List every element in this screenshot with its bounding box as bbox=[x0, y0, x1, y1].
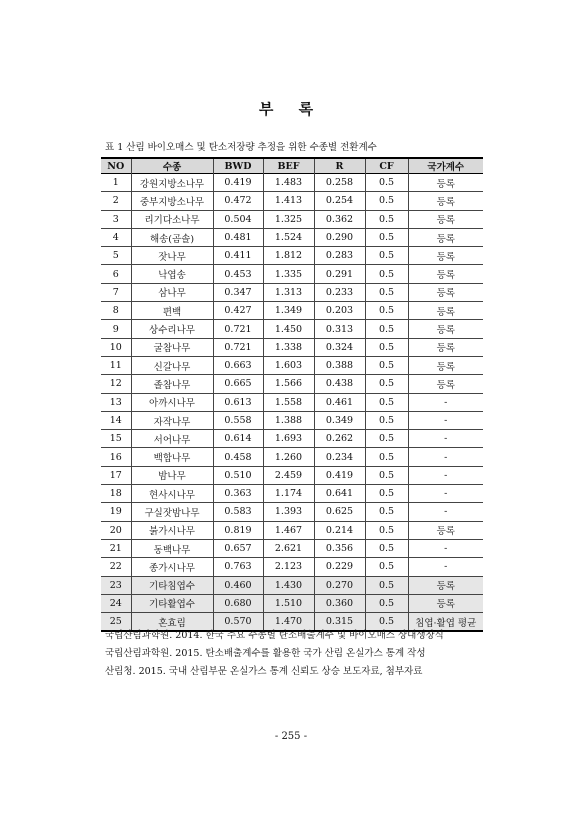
cell-no: 3 bbox=[112, 213, 119, 225]
cell-national-factor: - bbox=[408, 448, 483, 466]
cell-cf: 0.5 bbox=[365, 503, 408, 521]
cell-bwd: 0.460 bbox=[213, 576, 263, 594]
cell-bwd: 0.614 bbox=[213, 430, 263, 448]
cell-bwd: 0.363 bbox=[213, 485, 263, 503]
source-line: 국립산림과학원. 2014. 한국 주요 수종별 탄소배출계수 및 바이오매스 상대생장식 bbox=[105, 630, 444, 641]
cell-cf: 0.5 bbox=[365, 448, 408, 466]
source-line: 국립산림과학원. 2015. 탄소배출계수를 활용한 국가 산림 온실가스 통계 작성 bbox=[105, 648, 426, 659]
cell-bef: 1.510 bbox=[263, 594, 314, 612]
cell-no: 17 bbox=[109, 469, 122, 481]
cell-no: 13 bbox=[109, 396, 122, 408]
cell-r: 0.254 bbox=[314, 192, 365, 210]
cell-species: 기타활엽수 bbox=[131, 594, 213, 612]
cell-cf: 0.5 bbox=[365, 411, 408, 429]
table-row bbox=[101, 466, 483, 484]
source-line: 산림청. 2015. 국내 산림부문 온실가스 통계 신뢰도 상승 보도자료, 첨부자료 bbox=[105, 666, 423, 677]
cell-species: 붉가시나무 bbox=[131, 521, 213, 539]
cell-national-factor: 등록 bbox=[408, 320, 483, 338]
cell-bef: 1.388 bbox=[263, 411, 314, 429]
header-bef: BEF bbox=[263, 158, 314, 174]
cell-bwd: 0.510 bbox=[213, 466, 263, 484]
cell-species: 삼나무 bbox=[131, 283, 213, 301]
cell-national-factor: - bbox=[408, 430, 483, 448]
cell-national-factor: 등록 bbox=[408, 192, 483, 210]
table-row bbox=[101, 228, 483, 246]
cell-bwd: 0.583 bbox=[213, 503, 263, 521]
table-row bbox=[101, 558, 483, 576]
cell-no: 23 bbox=[109, 579, 122, 591]
cell-national-factor: 등록 bbox=[408, 174, 483, 192]
cell-bef: 1.450 bbox=[263, 320, 314, 338]
cell-bwd: 0.819 bbox=[213, 521, 263, 539]
cell-bef: 1.470 bbox=[263, 613, 314, 632]
cell-cf: 0.5 bbox=[365, 613, 408, 632]
cell-r: 0.641 bbox=[314, 485, 365, 503]
cell-national-factor: 등록 bbox=[408, 576, 483, 594]
cell-r: 0.388 bbox=[314, 356, 365, 374]
cell-species: 강원지방소나무 bbox=[131, 174, 213, 192]
cell-no: 5 bbox=[112, 250, 119, 262]
table-row bbox=[101, 411, 483, 429]
cell-species: 리기다소나무 bbox=[131, 210, 213, 228]
cell-r: 0.461 bbox=[314, 393, 365, 411]
cell-cf: 0.5 bbox=[365, 539, 408, 557]
table-row bbox=[101, 503, 483, 521]
table-row bbox=[101, 430, 483, 448]
cell-no: 18 bbox=[109, 488, 122, 500]
cell-cf: 0.5 bbox=[365, 320, 408, 338]
cell-r: 0.324 bbox=[314, 338, 365, 356]
cell-species: 밤나무 bbox=[131, 466, 213, 484]
cell-bef: 1.524 bbox=[263, 228, 314, 246]
header-cf: CF bbox=[365, 158, 408, 174]
cell-national-factor: - bbox=[408, 485, 483, 503]
cell-cf: 0.5 bbox=[365, 430, 408, 448]
cell-bwd: 0.419 bbox=[213, 174, 263, 192]
table-row bbox=[101, 576, 483, 594]
cell-no: 9 bbox=[112, 323, 119, 335]
cell-national-factor: - bbox=[408, 558, 483, 576]
cell-cf: 0.5 bbox=[365, 576, 408, 594]
cell-bef: 1.313 bbox=[263, 283, 314, 301]
cell-cf: 0.5 bbox=[365, 228, 408, 246]
cell-bef: 1.467 bbox=[263, 521, 314, 539]
cell-species: 굴참나무 bbox=[131, 338, 213, 356]
conversion-factor-table bbox=[101, 157, 483, 632]
cell-bef: 1.260 bbox=[263, 448, 314, 466]
cell-bwd: 0.570 bbox=[213, 613, 263, 632]
cell-no: 2 bbox=[112, 195, 119, 207]
cell-species: 현사시나무 bbox=[131, 485, 213, 503]
table-row bbox=[101, 521, 483, 539]
table-row bbox=[101, 210, 483, 228]
cell-no: 8 bbox=[112, 305, 119, 317]
cell-bef: 1.558 bbox=[263, 393, 314, 411]
cell-species: 편백 bbox=[131, 302, 213, 320]
cell-r: 0.360 bbox=[314, 594, 365, 612]
cell-bef: 1.413 bbox=[263, 192, 314, 210]
cell-r: 0.214 bbox=[314, 521, 365, 539]
cell-cf: 0.5 bbox=[365, 302, 408, 320]
table-row bbox=[101, 356, 483, 374]
cell-bwd: 0.657 bbox=[213, 539, 263, 557]
cell-bef: 1.693 bbox=[263, 430, 314, 448]
cell-bwd: 0.458 bbox=[213, 448, 263, 466]
cell-r: 0.419 bbox=[314, 466, 365, 484]
cell-species: 상수리나무 bbox=[131, 320, 213, 338]
cell-species: 기타침엽수 bbox=[131, 576, 213, 594]
cell-species: 해송(곰솔) bbox=[131, 228, 213, 246]
cell-bef: 1.603 bbox=[263, 356, 314, 374]
cell-national-factor: 등록 bbox=[408, 356, 483, 374]
cell-cf: 0.5 bbox=[365, 174, 408, 192]
cell-r: 0.203 bbox=[314, 302, 365, 320]
cell-bef: 1.483 bbox=[263, 174, 314, 192]
sources bbox=[105, 627, 444, 681]
cell-cf: 0.5 bbox=[365, 466, 408, 484]
header-no: NO bbox=[107, 160, 125, 172]
cell-species: 졸참나무 bbox=[131, 375, 213, 393]
cell-national-factor: 침엽·활엽 평균 bbox=[408, 613, 483, 632]
table-row bbox=[101, 485, 483, 503]
cell-bef: 1.430 bbox=[263, 576, 314, 594]
cell-no: 16 bbox=[109, 451, 122, 463]
cell-cf: 0.5 bbox=[365, 594, 408, 612]
cell-cf: 0.5 bbox=[365, 192, 408, 210]
cell-national-factor: 등록 bbox=[408, 265, 483, 283]
cell-national-factor: 등록 bbox=[408, 338, 483, 356]
cell-no: 22 bbox=[109, 561, 122, 573]
cell-national-factor: 등록 bbox=[408, 594, 483, 612]
cell-species: 동백나무 bbox=[131, 539, 213, 557]
appendix-title: 부 록 bbox=[258, 100, 324, 118]
cell-r: 0.262 bbox=[314, 430, 365, 448]
cell-bwd: 0.411 bbox=[213, 247, 263, 265]
cell-cf: 0.5 bbox=[365, 375, 408, 393]
cell-r: 0.283 bbox=[314, 247, 365, 265]
table-row bbox=[101, 448, 483, 466]
table-row bbox=[101, 594, 483, 612]
cell-bwd: 0.472 bbox=[213, 192, 263, 210]
header-bwd: BWD bbox=[213, 158, 263, 174]
cell-species: 서어나무 bbox=[131, 430, 213, 448]
cell-bef: 1.393 bbox=[263, 503, 314, 521]
cell-cf: 0.5 bbox=[365, 247, 408, 265]
cell-no: 12 bbox=[109, 378, 122, 390]
cell-r: 0.229 bbox=[314, 558, 365, 576]
cell-bwd: 0.504 bbox=[213, 210, 263, 228]
cell-bwd: 0.721 bbox=[213, 338, 263, 356]
cell-bef: 1.566 bbox=[263, 375, 314, 393]
cell-no: 25 bbox=[109, 616, 122, 628]
cell-bef: 1.349 bbox=[263, 302, 314, 320]
cell-species: 자작나무 bbox=[131, 411, 213, 429]
table-caption: 표 1 산림 바이오매스 및 탄소저장량 추정을 위한 수종별 전환계수 bbox=[105, 142, 377, 153]
cell-species: 혼효림 bbox=[131, 613, 213, 632]
table-row bbox=[101, 302, 483, 320]
cell-species: 구실잣밤나무 bbox=[131, 503, 213, 521]
cell-national-factor: - bbox=[408, 393, 483, 411]
cell-cf: 0.5 bbox=[365, 356, 408, 374]
table-row bbox=[101, 375, 483, 393]
cell-r: 0.362 bbox=[314, 210, 365, 228]
cell-r: 0.290 bbox=[314, 228, 365, 246]
cell-r: 0.258 bbox=[314, 174, 365, 192]
cell-bwd: 0.680 bbox=[213, 594, 263, 612]
cell-national-factor: 등록 bbox=[408, 375, 483, 393]
cell-no: 14 bbox=[109, 415, 122, 426]
cell-no: 10 bbox=[109, 341, 122, 353]
cell-r: 0.349 bbox=[314, 411, 365, 429]
header-national-factor: 국가계수 bbox=[408, 158, 483, 174]
cell-species: 낙엽송 bbox=[131, 265, 213, 283]
cell-no: 15 bbox=[109, 433, 122, 445]
cell-no: 24 bbox=[109, 597, 122, 609]
cell-no: 11 bbox=[109, 360, 122, 372]
cell-species: 종가시나무 bbox=[131, 558, 213, 576]
cell-bwd: 0.347 bbox=[213, 283, 263, 301]
cell-bwd: 0.453 bbox=[213, 265, 263, 283]
cell-no: 6 bbox=[112, 268, 119, 280]
cell-r: 0.315 bbox=[314, 613, 365, 632]
cell-r: 0.270 bbox=[314, 576, 365, 594]
page-number: - 255 - bbox=[274, 731, 308, 742]
cell-bwd: 0.427 bbox=[213, 302, 263, 320]
cell-species: 백합나무 bbox=[131, 448, 213, 466]
cell-species: 신갈나무 bbox=[131, 356, 213, 374]
cell-no: 19 bbox=[109, 506, 122, 518]
cell-national-factor: - bbox=[408, 411, 483, 429]
cell-no: 21 bbox=[109, 543, 122, 555]
cell-bef: 1.338 bbox=[263, 338, 314, 356]
cell-national-factor: 등록 bbox=[408, 283, 483, 301]
cell-national-factor: - bbox=[408, 466, 483, 484]
table-row bbox=[101, 247, 483, 265]
cell-bwd: 0.558 bbox=[213, 411, 263, 429]
cell-national-factor: 등록 bbox=[408, 247, 483, 265]
cell-cf: 0.5 bbox=[365, 283, 408, 301]
table-row bbox=[101, 320, 483, 338]
cell-bwd: 0.665 bbox=[213, 375, 263, 393]
cell-no: 4 bbox=[112, 232, 119, 244]
cell-cf: 0.5 bbox=[365, 338, 408, 356]
cell-bwd: 0.721 bbox=[213, 320, 263, 338]
cell-national-factor: 등록 bbox=[408, 228, 483, 246]
table-row bbox=[101, 393, 483, 411]
cell-bef: 1.812 bbox=[263, 247, 314, 265]
cell-r: 0.438 bbox=[314, 375, 365, 393]
cell-cf: 0.5 bbox=[365, 521, 408, 539]
cell-no: 7 bbox=[112, 286, 119, 298]
cell-bef: 1.325 bbox=[263, 210, 314, 228]
cell-r: 0.234 bbox=[314, 448, 365, 466]
cell-bwd: 0.763 bbox=[213, 558, 263, 576]
table-row bbox=[101, 192, 483, 210]
cell-r: 0.291 bbox=[314, 265, 365, 283]
cell-cf: 0.5 bbox=[365, 393, 408, 411]
cell-national-factor: - bbox=[408, 539, 483, 557]
cell-no: 1 bbox=[112, 177, 119, 189]
table-row bbox=[101, 174, 483, 192]
cell-bwd: 0.663 bbox=[213, 356, 263, 374]
cell-species: 중부지방소나무 bbox=[131, 192, 213, 210]
table-row bbox=[101, 539, 483, 557]
cell-national-factor: 등록 bbox=[408, 521, 483, 539]
cell-bef: 2.123 bbox=[263, 558, 314, 576]
cell-no: 20 bbox=[109, 524, 122, 536]
table-row bbox=[101, 338, 483, 356]
cell-national-factor: 등록 bbox=[408, 210, 483, 228]
cell-bef: 2.621 bbox=[263, 539, 314, 557]
cell-r: 0.313 bbox=[314, 320, 365, 338]
header-species: 수종 bbox=[131, 158, 213, 174]
cell-cf: 0.5 bbox=[365, 210, 408, 228]
cell-r: 0.625 bbox=[314, 503, 365, 521]
cell-cf: 0.5 bbox=[365, 485, 408, 503]
cell-bef: 2.459 bbox=[263, 466, 314, 484]
cell-species: 잣나무 bbox=[131, 247, 213, 265]
table-row bbox=[101, 283, 483, 301]
table-row bbox=[101, 265, 483, 283]
cell-species: 아까시나무 bbox=[131, 393, 213, 411]
cell-bef: 1.335 bbox=[263, 265, 314, 283]
cell-bwd: 0.481 bbox=[213, 228, 263, 246]
cell-r: 0.233 bbox=[314, 283, 365, 301]
cell-cf: 0.5 bbox=[365, 558, 408, 576]
table-header-row bbox=[101, 158, 483, 174]
cell-r: 0.356 bbox=[314, 539, 365, 557]
cell-cf: 0.5 bbox=[365, 265, 408, 283]
cell-national-factor: - bbox=[408, 503, 483, 521]
cell-bef: 1.174 bbox=[263, 485, 314, 503]
cell-national-factor: 등록 bbox=[408, 302, 483, 320]
header-r: R bbox=[314, 158, 365, 174]
cell-bwd: 0.613 bbox=[213, 393, 263, 411]
